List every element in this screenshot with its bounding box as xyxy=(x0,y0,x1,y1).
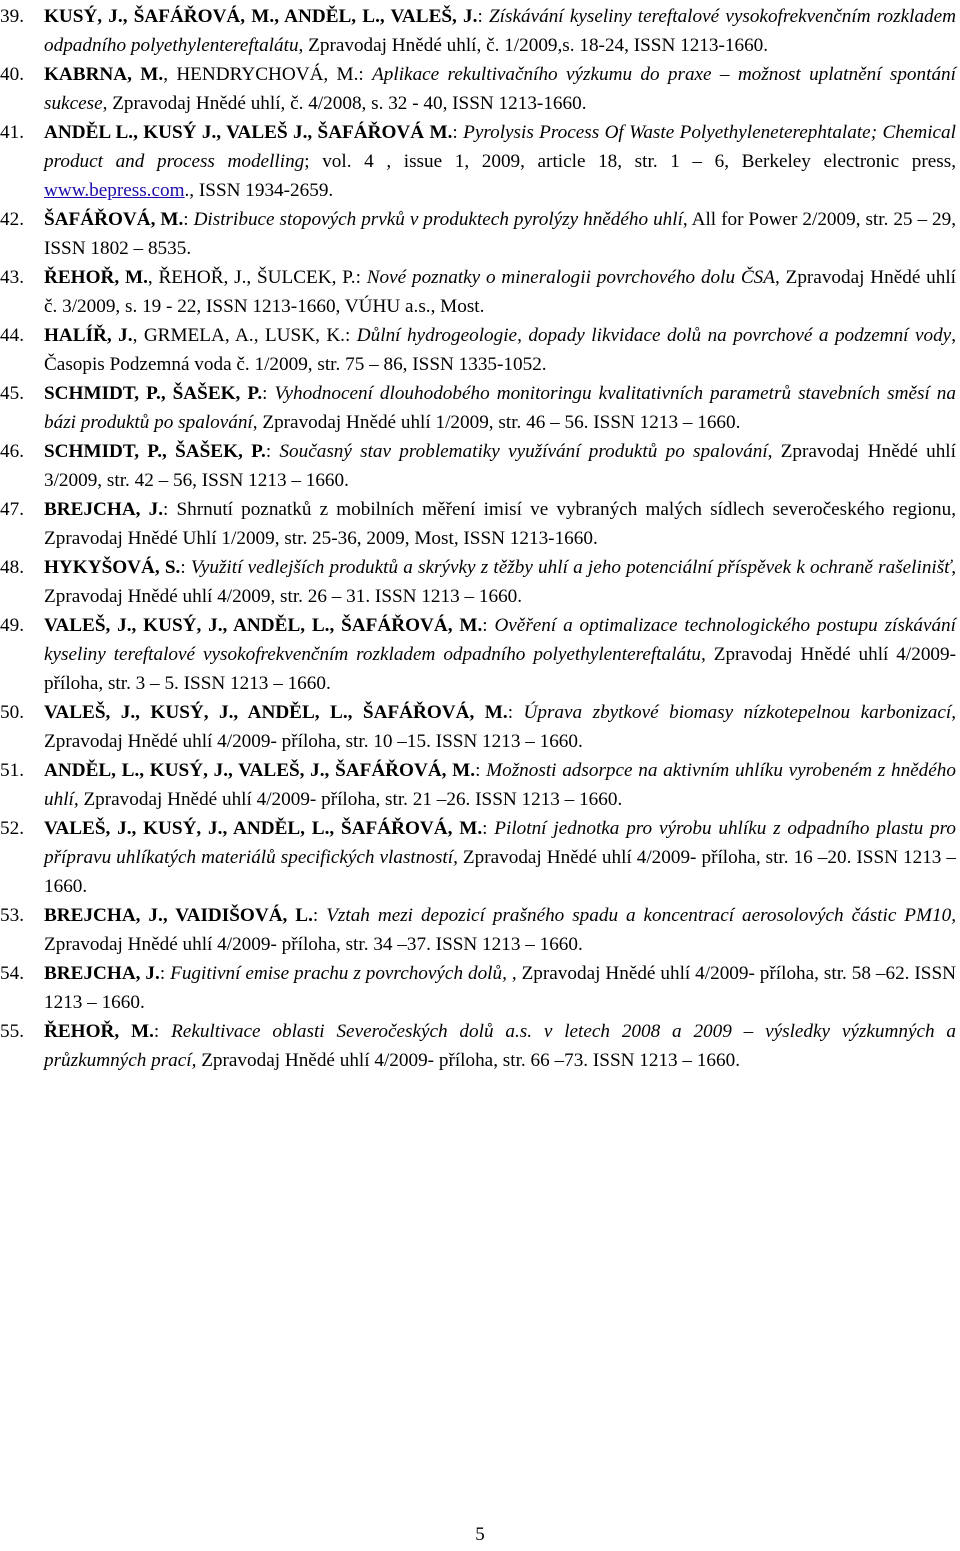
reference-title: Distribuce stopových prvků v produktech pyrolýzy hnědého uhlí xyxy=(193,209,683,230)
reference-title: Důlní hydrogeologie, dopady likvidace dolů na povrchové a podzemní vody xyxy=(356,325,952,346)
reference-details-tail: ., ISSN 1934-2659. xyxy=(184,180,334,201)
reference-title: Úprava zbytkové biomasy nízkotepelnou karbonizací, xyxy=(523,702,956,723)
reference-item xyxy=(0,263,960,321)
reference-number: 53. xyxy=(0,905,24,926)
reference-item xyxy=(0,437,960,495)
reference-number: 39. xyxy=(0,6,24,27)
reference-number: 42. xyxy=(0,209,24,230)
reference-number: 40. xyxy=(0,64,24,85)
reference-separator: : xyxy=(477,6,489,27)
reference-number: 51. xyxy=(0,760,24,781)
reference-item xyxy=(0,1017,960,1075)
reference-number: 49. xyxy=(0,615,24,636)
reference-authors: ANDĚL L., KUSÝ J., VALEŠ J., ŠAFÁŘOVÁ M. xyxy=(44,122,453,143)
reference-list xyxy=(0,2,960,1075)
reference-authors: ŘEHOŘ, M. xyxy=(44,1021,154,1042)
reference-number: 41. xyxy=(0,122,24,143)
reference-separator: , ŘEHOŘ, J., ŠULCEK, P.: xyxy=(147,267,367,288)
reference-details: , Zpravodaj Hnědé uhlí, č. 1/2009,s. 18-24, ISSN 1213-1660. xyxy=(298,35,769,56)
reference-item xyxy=(0,495,960,553)
reference-details: , Zpravodaj Hnědé uhlí 4/2009- příloha, str. 58 –62. ISSN 1213 – 1660. xyxy=(44,963,956,1013)
reference-number: 45. xyxy=(0,383,24,404)
reference-number: 55. xyxy=(0,1021,24,1042)
reference-authors: VALEŠ, J., KUSÝ, J., ANDĚL, L., ŠAFÁŘOVÁ, M. xyxy=(44,615,483,636)
reference-separator: : xyxy=(159,963,171,984)
reference-details: Zpravodaj Hnědé uhlí 4/2009- příloha, str. 10 –15. ISSN 1213 – 1660. xyxy=(44,731,583,752)
reference-number: 43. xyxy=(0,267,24,288)
reference-details: Zpravodaj Hnědé uhlí 4/2009- příloha, str. 16 –20. ISSN 1213 – 1660. xyxy=(44,847,957,897)
reference-separator: : xyxy=(475,760,487,781)
reference-title: Získávání kyseliny tereftalové vysokofrekvenčním rozkladem odpadního polyethylentereftalátu xyxy=(44,6,957,56)
reference-title: Ověření a optimalizace technologického postupu získávání kyseliny tereftalové vysokofrekvenčním rozkladem odpadního polyethylentereftalátu, xyxy=(44,615,956,665)
reference-separator: : xyxy=(180,557,191,578)
reference-details: Zpravodaj Hnědé uhlí 4/2009- příloha, str. 66 –73. ISSN 1213 – 1660. xyxy=(196,1050,740,1071)
reference-separator: : xyxy=(482,818,495,839)
reference-number: 48. xyxy=(0,557,24,578)
reference-title: Využití vedlejších produktů a skrývky z těžby uhlí a jeho potenciální příspěvek k ochraně rašelinišť, xyxy=(190,557,956,578)
reference-title: Pyrolysis Process Of Waste Polyethyleneterephtalate; Chemical product and process modelling xyxy=(44,122,956,172)
reference-authors: KUSÝ, J., ŠAFÁŘOVÁ, M., ANDĚL, L., VALEŠ, J. xyxy=(44,6,478,27)
reference-separator: : xyxy=(265,441,280,462)
reference-number: 44. xyxy=(0,325,24,346)
reference-authors: HALÍŘ, J. xyxy=(44,325,133,346)
reference-authors: KABRNA, M. xyxy=(44,64,164,85)
reference-separator: : xyxy=(312,905,327,926)
reference-authors: ANDĚL, L., KUSÝ, J., VALEŠ, J., ŠAFÁŘOVÁ, M. xyxy=(44,760,476,781)
reference-item xyxy=(0,901,960,959)
reference-details: , Zpravodaj Hnědé uhlí 3/2009, str. 42 – 56, ISSN 1213 – 1660. xyxy=(44,441,956,491)
reference-number: 47. xyxy=(0,499,24,520)
reference-title: Vyhodnocení dlouhodobého monitoringu kvalitativních parametrů stavebních směsí na bázi produktů po spalování xyxy=(44,383,956,433)
reference-authors: SCHMIDT, P., ŠAŠEK, P. xyxy=(44,441,266,462)
reference-item xyxy=(0,60,960,118)
reference-details: , Zpravodaj Hnědé uhlí, č. 4/2008, s. 32 - 40, ISSN 1213-1660. xyxy=(102,93,587,114)
reference-authors: SCHMIDT, P., ŠAŠEK, P. xyxy=(44,383,263,404)
reference-number: 50. xyxy=(0,702,24,723)
reference-separator: : xyxy=(153,1021,172,1042)
reference-separator: : xyxy=(452,122,464,143)
reference-authors: VALEŠ, J., KUSÝ, J., ANDĚL, L., ŠAFÁŘOVÁ, M. xyxy=(44,702,508,723)
reference-details: , Zpravodaj Hnědé uhlí č. 3/2009, s. 19 - 22, ISSN 1213-1660, VÚHU a.s., Most. xyxy=(44,267,956,317)
reference-item xyxy=(0,959,960,1017)
reference-title: Vztah mezi depozicí prašného spadu a koncentrací aerosolových částic PM10, xyxy=(326,905,956,926)
reference-details: , Časopis Podzemná voda č. 1/2009, str. 75 – 86, ISSN 1335-1052. xyxy=(44,325,956,375)
reference-separator: : xyxy=(507,702,524,723)
reference-title: Možnosti adsorpce na aktivním uhlíku vyrobeném z hnědého uhlí, xyxy=(44,760,956,810)
reference-item xyxy=(0,379,960,437)
reference-authors: ŠAFÁŘOVÁ, M. xyxy=(44,209,184,230)
reference-details: ; vol. 4 , issue 1, 2009, article 18, str. 1 – 6, Berkeley electronic press, xyxy=(304,151,956,172)
reference-item xyxy=(0,756,960,814)
reference-separator: : xyxy=(262,383,275,404)
reference-title: Fugitivní emise prachu z povrchových dolů, xyxy=(170,963,507,984)
reference-authors: BREJCHA, J., VAIDIŠOVÁ, L. xyxy=(44,905,313,926)
reference-item xyxy=(0,321,960,379)
reference-details: Zpravodaj Hnědé uhlí 4/2009- příloha, str. 3 – 5. ISSN 1213 – 1660. xyxy=(44,644,956,694)
reference-details: Shrnutí poznatků z mobilních měření imisí ve vybraných malých sídlech severočeského regionu, Zpravodaj Hnědé Uhlí 1/2009, str. 25-36, 2009, Most, ISSN 1213-1660. xyxy=(44,499,956,549)
reference-details: Zpravodaj Hnědé uhlí 4/2009- příloha, str. 34 –37. ISSN 1213 – 1660. xyxy=(44,934,583,955)
reference-authors: BREJCHA, J. xyxy=(44,963,160,984)
reference-separator: , GRMELA, A., LUSK, K.: xyxy=(132,325,357,346)
reference-item xyxy=(0,814,960,901)
reference-authors: ŘEHOŘ, M. xyxy=(44,267,148,288)
reference-authors: VALEŠ, J., KUSÝ, J., ANDĚL, L., ŠAFÁŘOVÁ, M. xyxy=(44,818,483,839)
reference-details: Zpravodaj Hnědé uhlí 4/2009- příloha, str. 21 –26. ISSN 1213 – 1660. xyxy=(78,789,623,810)
reference-separator: , HENDRYCHOVÁ, M.: xyxy=(163,64,373,85)
reference-separator: : xyxy=(482,615,495,636)
reference-number: 52. xyxy=(0,818,24,839)
reference-number: 54. xyxy=(0,963,24,984)
reference-details: , All for Power 2/2009, str. 25 – 29, ISSN 1802 – 8535. xyxy=(44,209,956,259)
reference-authors: BREJCHA, J. xyxy=(44,499,164,520)
reference-item xyxy=(0,2,960,60)
reference-item xyxy=(0,118,960,205)
reference-item xyxy=(0,698,960,756)
reference-details: Zpravodaj Hnědé uhlí 4/2009, str. 26 – 31. ISSN 1213 – 1660. xyxy=(44,586,523,607)
reference-number: 46. xyxy=(0,441,24,462)
reference-authors: HYKYŠOVÁ, S. xyxy=(44,557,181,578)
reference-title: Současný stav problematiky využívání produktů po spalování xyxy=(279,441,768,462)
reference-title: Aplikace rekultivačního výzkumu do praxe – možnost uplatnění spontání sukcese xyxy=(44,64,956,114)
reference-item xyxy=(0,611,960,698)
reference-title: Rekultivace oblasti Severočeských dolů a.s. v letech 2008 a 2009 – výsledky výzkumných a průzkumných prací, xyxy=(44,1021,956,1071)
reference-separator: : xyxy=(183,209,194,230)
reference-separator: : xyxy=(163,499,177,520)
reference-details: , Zpravodaj Hnědé uhlí 1/2009, str. 46 – 56. ISSN 1213 – 1660. xyxy=(252,412,741,433)
reference-title: Nové poznatky o mineralogii povrchového dolu ČSA xyxy=(366,267,775,288)
reference-item xyxy=(0,553,960,611)
page-number: 5 xyxy=(475,1524,485,1545)
reference-title: Pilotní jednotka pro výrobu uhlíku z odpadního plastu pro přípravu uhlíkatých materiálů specifických vlastností, xyxy=(44,818,956,868)
reference-link[interactable]: www.bepress.com xyxy=(44,180,185,201)
reference-item xyxy=(0,205,960,263)
